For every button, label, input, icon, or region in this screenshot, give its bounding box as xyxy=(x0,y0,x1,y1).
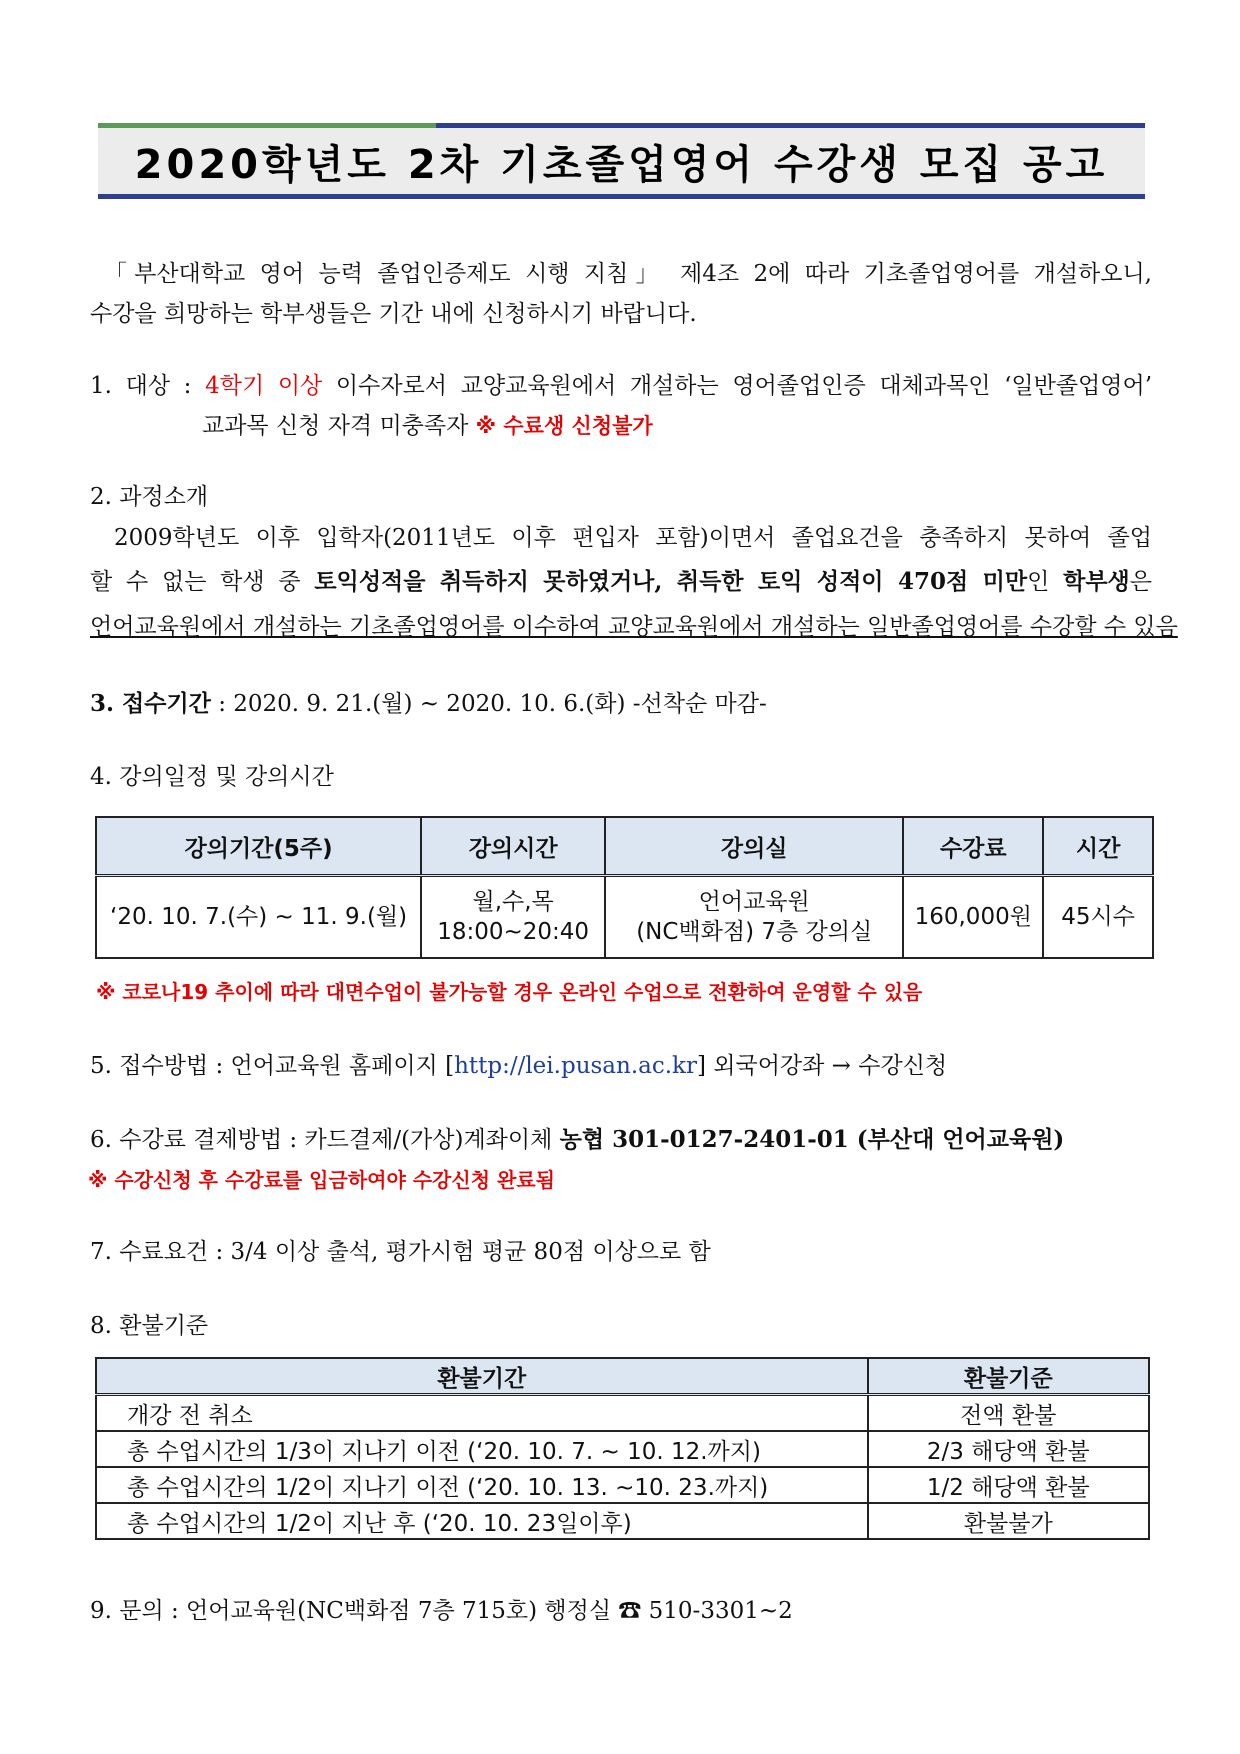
section-3-period: 3. 접수기간 : 2020. 9. 21.(월) ~ 2020. 10. 6.(화) -선착순 마감- xyxy=(90,690,767,717)
section-4-heading: 4. 강의일정 및 강의시간 xyxy=(90,764,334,790)
section-6-payment: 6. 수강료 결제방법 : 카드결제/(가상)계좌이체 농협 301-0127-2401-01 (부산대 언어교육원) xyxy=(90,1126,1065,1153)
telephone-icon: ☎ xyxy=(618,1598,642,1624)
title-top-bar xyxy=(98,123,1145,128)
header-refund-rule: 환불기준 xyxy=(868,1358,1149,1395)
schedule-table xyxy=(95,816,1154,959)
table-row: 총 수업시간의 1/3이 지나기 이전 (‘20. 10. 7. ~ 10. 12.까지) 2/3 해당액 환불 xyxy=(96,1431,1149,1467)
cell-room: 언어교육원 (NC백화점) 7층 강의실 xyxy=(605,876,903,959)
section-7-completion: 7. 수료요건 : 3/4 이상 출석, 평가시험 평균 80점 이상으로 함 xyxy=(90,1239,711,1265)
refund-header-row xyxy=(96,1358,1149,1395)
bank-account: 농협 301-0127-2401-01 (부산대 언어교육원) xyxy=(559,1126,1065,1153)
homepage-link[interactable]: http://lei.pusan.ac.kr xyxy=(454,1053,697,1079)
cell-hours: 45시수 xyxy=(1043,876,1153,959)
table-row: 개강 전 취소 전액 환불 xyxy=(96,1395,1149,1432)
intro-line-2: 수강을 희망하는 학부생들은 기간 내에 신청하시기 바랍니다. xyxy=(90,301,697,327)
section-2-line-3: 언어교육원에서 개설하는 기초졸업영어를 이수하여 교양교육원에서 개설하는 일반졸업영어를 수강할 수 있음 xyxy=(90,614,1178,640)
schedule-row xyxy=(96,876,1153,959)
phone-number: 510-3301~2 xyxy=(641,1598,793,1624)
header-time: 강의시간 xyxy=(421,817,605,876)
section-9-contact: 9. 문의 : 언어교육원(NC백화점 7층 715호) 행정실 ☎ 510-3301~2 xyxy=(90,1598,793,1624)
header-period: 강의기간(5주) xyxy=(96,817,421,876)
target-highlight: 4학기 이상 xyxy=(205,373,323,399)
header-refund-period: 환불기간 xyxy=(96,1358,868,1395)
page-title: 2020학년도 2차 기초졸업영어 수강생 모집 공고 xyxy=(98,128,1145,194)
refund-table xyxy=(95,1357,1150,1540)
table-row: 총 수업시간의 1/2이 지난 후 (‘20. 10. 23일이후) 환불불가 xyxy=(96,1503,1149,1539)
title-bottom-bar xyxy=(98,194,1145,199)
header-room: 강의실 xyxy=(605,817,903,876)
section-1-line-1: 1. 대상 : 4학기 이상 이수자로서 교양교육원에서 개설하는 영어졸업인증 대체과목인 ‘일반졸업영어’ xyxy=(90,373,1153,399)
cell-time: 월,수,목 18:00~20:40 xyxy=(421,876,605,959)
graduate-exclusion-note: ※ 수료생 신청불가 xyxy=(475,414,653,438)
cell-period: ‘20. 10. 7.(수) ~ 11. 9.(월) xyxy=(96,876,421,959)
cell-fee: 160,000원 xyxy=(903,876,1043,959)
section-2-heading: 2. 과정소개 xyxy=(90,484,209,510)
header-hours: 시간 xyxy=(1043,817,1153,876)
section-1-line-2: 교과목 신청 자격 미충족자 ※ 수료생 신청불가 xyxy=(202,413,653,439)
title-banner xyxy=(98,123,1145,199)
header-fee: 수강료 xyxy=(903,817,1043,876)
table-row: 총 수업시간의 1/2이 지나기 이전 (‘20. 10. 13. ~10. 23.까지) 1/2 해당액 환불 xyxy=(96,1467,1149,1503)
section-2-line-2: 할 수 없는 학생 중 토익성적을 취득하지 못하였거나, 취득한 토익 성적이 470점 미만인 학부생은 xyxy=(90,568,1152,595)
section-8-heading: 8. 환불기준 xyxy=(90,1313,209,1339)
section-2-line-1: 2009학년도 이후 입학자(2011년도 이후 편입자 포함)이면서 졸업요건을 충족하지 못하여 졸업 xyxy=(114,525,1152,551)
payment-note: ※ 수강신청 후 수강료를 입금하여야 수강신청 완료됨 xyxy=(88,1168,555,1192)
intro-line-1: 「부산대학교 영어 능력 졸업인증제도 시행 지침」 제4조 2에 따라 기초졸업영어를 개설하오니, xyxy=(104,261,1152,287)
covid-note: ※ 코로나19 추이에 따라 대면수업이 불가능할 경우 온라인 수업으로 전환하여 운영할 수 있음 xyxy=(96,980,923,1004)
schedule-header-row xyxy=(96,817,1153,876)
section-5-method: 5. 접수방법 : 언어교육원 홈페이지 [http://lei.pusan.ac.kr] 외국어강좌 → 수강신청 xyxy=(90,1053,948,1079)
